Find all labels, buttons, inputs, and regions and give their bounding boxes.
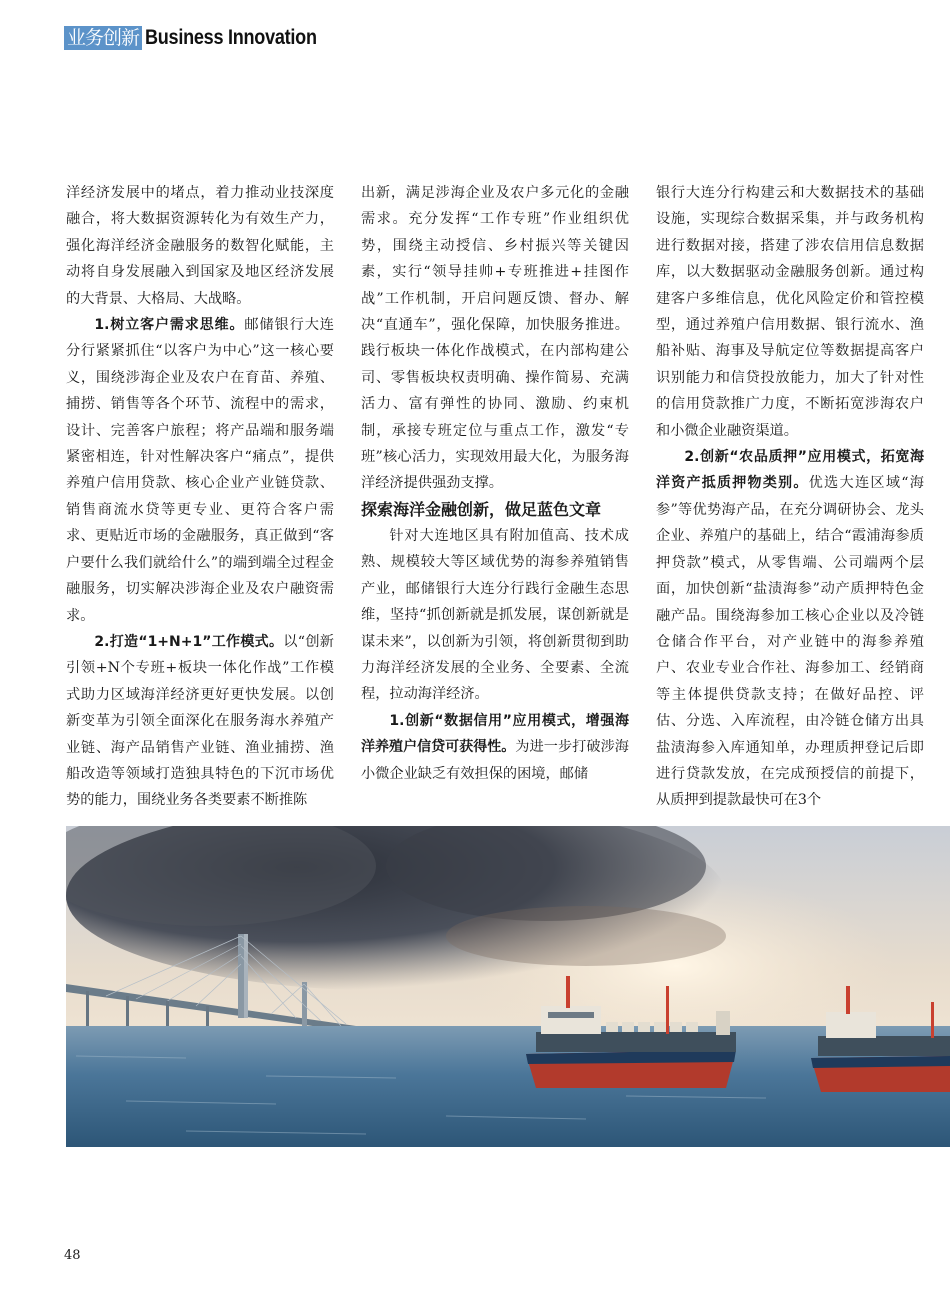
- harbor-photo: [66, 826, 950, 1147]
- paragraph-body: 为进一步打破涉海小微企业缺乏有效担保的困境，邮储: [361, 739, 629, 782]
- paragraph-heading: 1.树立客户需求思维。: [94, 317, 245, 334]
- paragraph-heading: 1.创新“数据信用”应用模式，增强海洋养殖户信贷可获得性。: [361, 712, 629, 756]
- paragraph: [656, 444, 924, 814]
- page-number: 48: [64, 1248, 81, 1263]
- paragraph-body: 以“创新引领+N个专班+板块一体化作战”工作模式助力区域海洋经济更好更快发展。以创新变革为引领全面深化在服务海水养殖产业链、海产品销售产业链、渔业捕捞、渔船改造等领域打造独具特色的下沉市场优势的能力，围绕业务各类要素不断推陈: [66, 633, 334, 809]
- paragraph: [66, 629, 334, 814]
- paragraph: 银行大连分行构建云和大数据技术的基础设施，实现综合数据采集，并与政务机构进行数据对接，搭建了涉农信用信息数据库，以大数据驱动金融服务创新。通过构建客户多维信息，优化风险定价和管控模型，通过养殖户信用数据、银行流水、渔船补贴、海事及导航定位等数据提高客户识别能力和信贷投放能力，加大了针对性的信用贷款推广力度，不断拓宽涉海农户和小微企业融资渠道。: [656, 185, 924, 439]
- paragraph-body: 邮储银行大连分行紧紧抓住“以客户为中心”这一核心要义，围绕涉海企业及农户在育苗、养殖、捕捞、销售等各个环节、流程中的需求，设计、完善客户旅程；将产品端和服务端紧密相连，针对性解决客户“痛点”，提供养殖户信用贷款、核心企业产业链贷款、销售商流水贷等更专业、更符合客户需求、更贴近市场的金融服务，真正做到“客户要什么我们就给什么”的端到端全过程金融服务，切实解决涉海企业及农户融资需求。: [66, 317, 334, 624]
- text-column-2: [361, 180, 629, 787]
- section-title: 探索海洋金融创新，做足蓝色文章: [361, 499, 602, 519]
- paragraph-body: 优选大连区域“海参”等优势海产品，在充分调研协会、龙头企业、养殖户的基础上，结合“霞浦海参质押贷款”模式，从零售端、公司端两个层面，加快创新“盐渍海参”动产质押特色金融产品。围绕海参加工核心企业以及冷链仓储合作平台，对产业链中的海参养殖户、农业专业合作社、海参加工、经销商等主体提供贷款支持；在做好品控、评估、分选、入库流程，由冷链仓储方出具盐渍海参入库通知单，办理质押登记后即进行贷款发放，在完成预授信的前提下，从质押到提款最快可在3个: [656, 475, 924, 809]
- section-label-cn: 业务创新: [64, 26, 142, 50]
- paragraph-heading: 2.打造“1+N+1”工作模式。: [94, 633, 284, 650]
- text-column-3: [656, 180, 924, 814]
- paragraph: 出新，满足涉海企业及农户多元化的金融需求。充分发挥“工作专班”作业组织优势，围绕主动授信、乡村振兴等关键因素，实行“领导挂帅+专班推进+挂图作战”工作机制，开启问题反馈、督办、解决“直通车”，强化保障，加快服务推进。践行板块一体化作战模式，在内部构建公司、零售板块权责明确、操作简易、充满活力、富有弹性的协同、激励、约束机制，承接专班定位与重点工作，激发“专班”核心活力，实现效用最大化，为服务海洋经济提供强劲支撑。: [361, 185, 629, 492]
- paragraph: 针对大连地区具有附加值高、技术成熟、规模较大等区域优势的海参养殖销售产业，邮储银行大连分行践行金融生态思维，坚持“抓创新就是抓发展，谋创新就是谋未来”，以创新为引领，将创新贯彻到助力海洋经济发展的全业务、全要素、全流程，拉动海洋经济。: [361, 527, 629, 703]
- paragraph: [66, 312, 334, 629]
- paragraph: 洋经济发展中的堵点，着力推动业技深度融合，将大数据资源转化为有效生产力，强化海洋经济金融服务的数智化赋能，主动将自身发展融入到国家及地区经济发展的大背景、大格局、大战略。: [66, 185, 334, 307]
- section-header: [64, 25, 345, 51]
- section-label-en: Business Innovation: [145, 26, 317, 49]
- text-column-1: [66, 180, 334, 814]
- paragraph-heading: 2.创新“农品质押”应用模式，拓宽海洋资产抵质押物类别。: [656, 449, 924, 492]
- paragraph: [361, 708, 629, 787]
